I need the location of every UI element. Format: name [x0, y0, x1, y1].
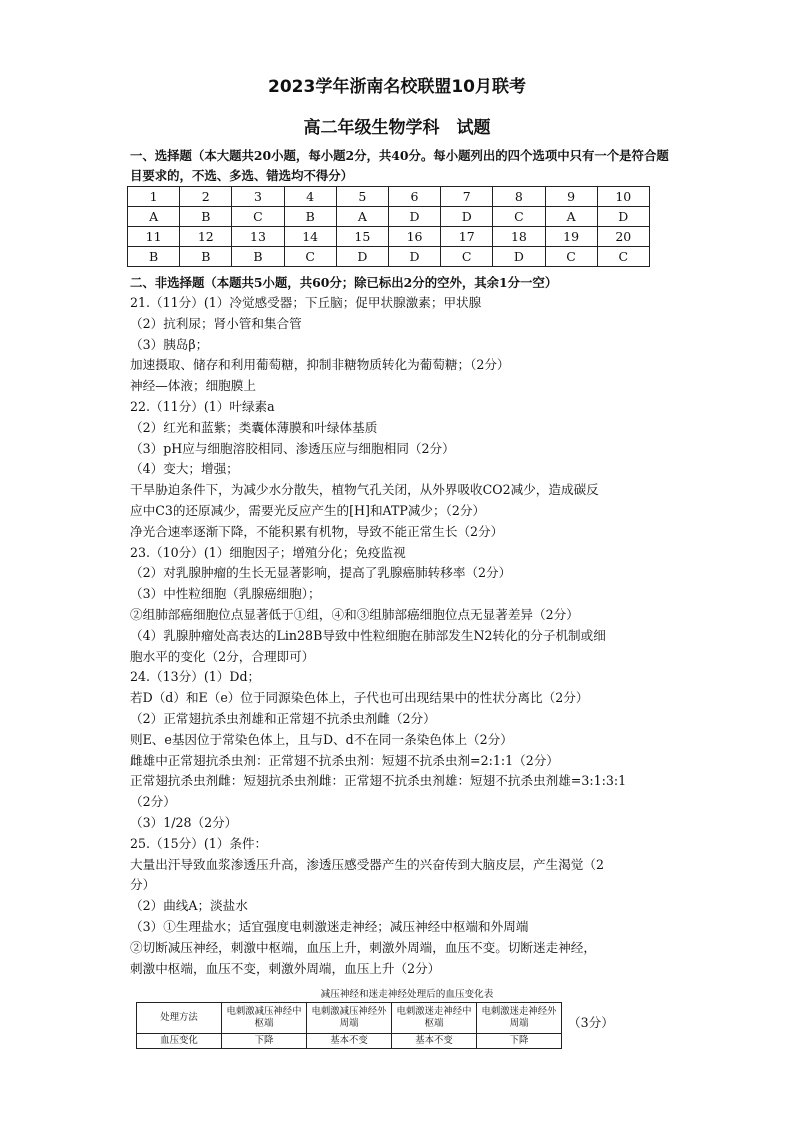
answer-text-body: [130, 293, 670, 979]
question-number-cell: 4: [284, 187, 336, 207]
bp-table-points: （3分）: [568, 1015, 614, 1030]
answer-line: 加速摄取、储存和利用葡萄糖，抑制非糖物质转化为葡萄糖；（2分）: [130, 357, 510, 373]
answer-line: 雌雄中正常翅抗杀虫剂：正常翅不抗杀虫剂：短翅不抗杀虫剂=2:1:1（2分）: [130, 752, 559, 768]
table-row: [128, 247, 650, 267]
answer-cell: D: [597, 207, 649, 227]
answer-line: 24.（13分）(1）Dd；: [130, 669, 261, 685]
question-number-cell: 5: [336, 187, 388, 207]
question-number-cell: 2: [180, 187, 232, 207]
answer-line: 25.（15分）(1）条件：: [130, 835, 268, 851]
table-row: [137, 1034, 562, 1049]
table-header-cell: 电刺激迷走神经外周端: [477, 1003, 562, 1034]
answer-line: （2）对乳腺肿瘤的生长无显著影响，提高了乳腺癌肺转移率（2分）: [130, 565, 512, 581]
question-number-cell: 12: [180, 227, 232, 247]
answer-cell: B: [180, 207, 232, 227]
answer-line: 21.（11分）(1）冷觉感受器；下丘脑；促甲状腺激素；甲状腺: [130, 295, 482, 310]
answer-line: （2）抗利尿；肾小管和集合管: [130, 315, 302, 331]
answer-line: 胞水平的变化（2分，合理即可）: [130, 648, 315, 664]
answer-cell: C: [284, 247, 336, 267]
answer-cell: C: [597, 247, 649, 267]
answer-cell: B: [180, 247, 232, 267]
question-number-cell: 9: [545, 187, 597, 207]
answer-line: 正常翅抗杀虫剂雌：短翅抗杀虫剂雌：正常翅不抗杀虫剂雄：短翅不抗杀虫剂雄=3:1:3:1: [130, 773, 627, 789]
question-number-cell: 1: [128, 187, 180, 207]
table-header-cell: 电刺激减压神经外周端: [307, 1003, 392, 1034]
question-number-cell: 17: [441, 227, 493, 247]
section1-heading: 一、选择题（本大题共20小题，每小题2分，共40分。每小题列出的四个选项中只有一个是符合题目要求的，不选、多选、错选均不得分）: [130, 148, 669, 183]
table-cell: 下降: [477, 1034, 562, 1049]
answer-line: （2）曲线A；淡盐水: [130, 898, 248, 914]
question-number-cell: 3: [232, 187, 284, 207]
table-cell: 基本不变: [307, 1034, 392, 1049]
answer-cell: C: [545, 247, 597, 267]
answer-line: 则E、e基因位于常染色体上，且与D、d不在同一条染色体上（2分）: [130, 731, 513, 747]
answer-cell: D: [493, 247, 545, 267]
answer-cell: B: [232, 247, 284, 267]
table-cell: 血压变化: [137, 1034, 222, 1049]
answer-cell: D: [336, 247, 388, 267]
question-number-cell: 16: [388, 227, 440, 247]
choice-answer-table: [127, 186, 650, 267]
answer-line: （3）中性粒细胞（乳腺癌细胞）；: [130, 586, 321, 602]
answer-line: （3）①生理盐水；适宜强度电刺激迷走神经；减压神经中枢端和外周端: [130, 918, 529, 934]
answer-line: 22.（11分）(1）叶绿素a: [130, 398, 275, 414]
answer-line: 分）: [130, 877, 156, 893]
question-number-cell: 19: [545, 227, 597, 247]
answer-line: （2）正常翅抗杀虫剂雄和正常翅不抗杀虫剂雌（2分）: [130, 710, 436, 726]
table-row: [128, 207, 650, 227]
question-number-cell: 11: [128, 227, 180, 247]
exam-title: 2023学年浙南名校联盟10月联考: [268, 77, 526, 97]
blood-pressure-table: [136, 1002, 562, 1049]
exam-subtitle: 高二年级生物学科 试题: [303, 118, 491, 138]
table-cell: 基本不变: [392, 1034, 477, 1049]
section2-heading: 二、非选择题（本题共5小题，共60分；除已标出2分的空外，其余1分一空）: [130, 275, 558, 290]
bp-table-caption: 减压神经和迷走神经处理后的血压变化表: [320, 989, 494, 1000]
answer-line: （4）乳腺肿瘤处高表达的Lin28B导致中性粒细胞在肺部发生N2转化的分子机制或细: [130, 627, 606, 643]
question-number-cell: 14: [284, 227, 336, 247]
question-number-cell: 18: [493, 227, 545, 247]
answer-line: 若D（d）和E（e）位于同源染色体上，子代也可出现结果中的性状分离比（2分）: [130, 690, 589, 706]
answer-cell: C: [232, 207, 284, 227]
question-number-cell: 6: [388, 187, 440, 207]
table-row: [137, 1003, 562, 1034]
question-number-cell: 15: [336, 227, 388, 247]
answer-cell: B: [284, 207, 336, 227]
answer-line: 神经—体液；细胞膜上: [130, 378, 256, 394]
answer-line: 应中C3的还原减少，需要光反应产生的[H]和ATP减少；（2分）: [130, 502, 486, 518]
answer-line: （3）胰岛β；: [130, 336, 209, 352]
question-number-cell: 10: [597, 187, 649, 207]
answer-line: （2分）: [130, 794, 176, 810]
answer-line: 干旱胁迫条件下，为减少水分散失，植物气孔关闭，从外界吸收CO2减少，造成碳反: [130, 482, 599, 498]
answer-line: （3）pH应与细胞溶胶相同、渗透压应与细胞相同（2分）: [130, 440, 455, 456]
table-header-cell: 电刺激减压神经中枢端: [222, 1003, 307, 1034]
answer-line: ②组肺部癌细胞位点显著低于①组，④和③组肺部癌细胞位点无显著差异（2分）: [130, 606, 579, 622]
answer-cell: A: [545, 207, 597, 227]
table-row: [128, 227, 650, 247]
answer-cell: D: [388, 247, 440, 267]
answer-cell: A: [336, 207, 388, 227]
answer-line: 净光合速率逐渐下降，不能积累有机物，导致不能正常生长（2分）: [130, 523, 504, 539]
table-header-cell: 电刺激迷走神经中枢端: [392, 1003, 477, 1034]
answer-line: 大量出汗导致血浆渗透压升高，渗透压感受器产生的兴奋传到大脑皮层，产生渴觉（2: [130, 856, 604, 872]
answer-line: 刺激中枢端，血压不变，刺激外周端，血压上升（2分）: [130, 960, 441, 976]
answer-cell: C: [493, 207, 545, 227]
answer-cell: C: [441, 247, 493, 267]
answer-line: （2）红光和蓝紫；类囊体薄膜和叶绿体基质: [130, 419, 378, 435]
answer-line: ②切断减压神经，刺激中枢端，血压上升，刺激外周端，血压不变。切断迷走神经，: [130, 939, 596, 955]
answer-line: （3）1/28（2分）: [130, 814, 238, 830]
answer-cell: A: [128, 207, 180, 227]
question-number-cell: 7: [441, 187, 493, 207]
question-number-cell: 20: [597, 227, 649, 247]
table-row: [128, 187, 650, 207]
table-header-cell: 处理方法: [137, 1003, 222, 1034]
question-number-cell: 13: [232, 227, 284, 247]
table-cell: 下降: [222, 1034, 307, 1049]
answer-cell: D: [388, 207, 440, 227]
answer-line: 23.（10分）(1）细胞因子；增殖分化；免疫监视: [130, 544, 406, 560]
question-number-cell: 8: [493, 187, 545, 207]
answer-cell: D: [441, 207, 493, 227]
answer-line: （4）变大；增强；: [130, 461, 239, 477]
answer-cell: B: [128, 247, 180, 267]
